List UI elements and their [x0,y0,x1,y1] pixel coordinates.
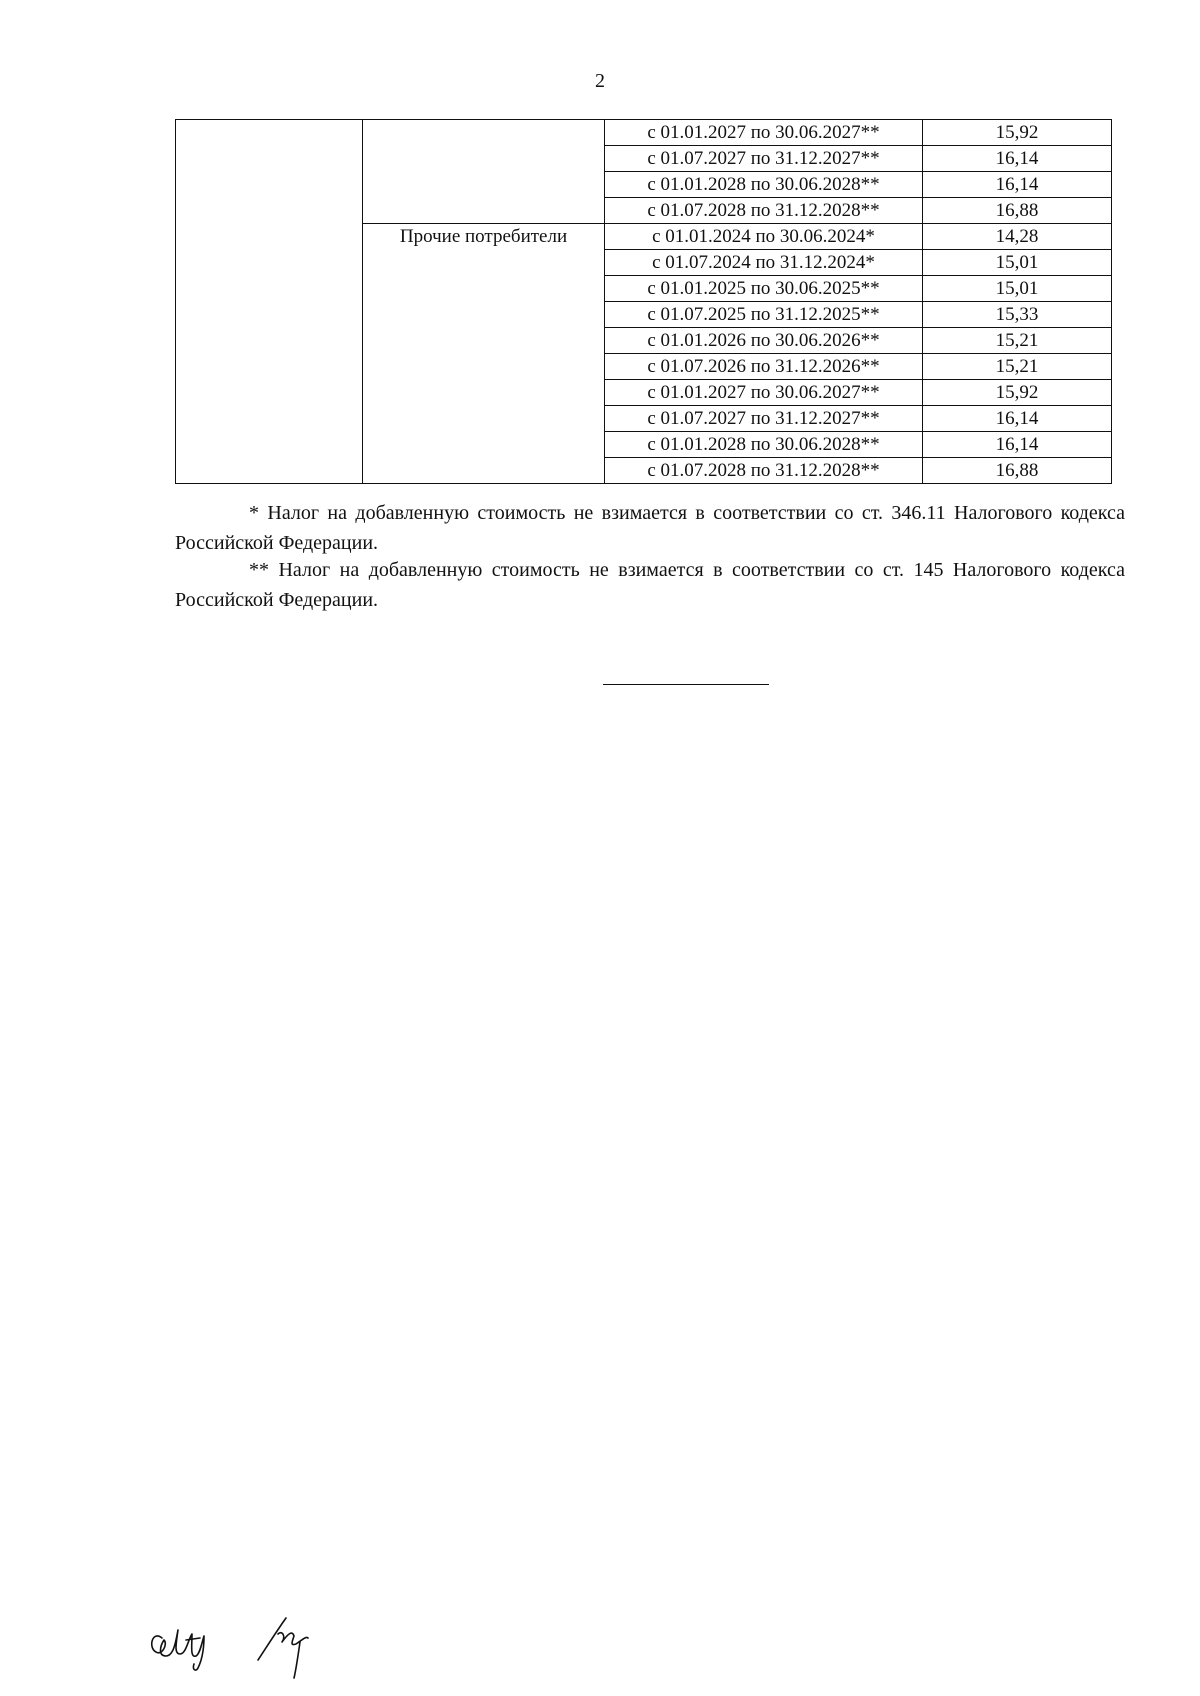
value-cell: 16,14 [923,432,1112,458]
value-cell: 15,01 [923,276,1112,302]
period-cell: с 01.07.2024 по 31.12.2024* [605,250,923,276]
period-cell: с 01.07.2027 по 31.12.2027** [605,146,923,172]
end-separator-line [603,684,769,685]
period-cell: с 01.07.2027 по 31.12.2027** [605,406,923,432]
value-cell: 16,14 [923,406,1112,432]
period-cell: с 01.01.2027 по 30.06.2027** [605,120,923,146]
footnote-text: ** Налог на добавленную стоимость не взимается в соответствии со ст. 145 Налогового кодекса Российской Федерации. [175,559,1125,611]
value-cell: 15,21 [923,328,1112,354]
consumer-group-label: Прочие потребители [399,226,568,247]
period-cell: с 01.01.2024 по 30.06.2024* [605,224,923,250]
value-cell: 16,14 [923,172,1112,198]
table-cell-empty [363,120,605,224]
tariff-table [175,119,1112,484]
period-cell: с 01.07.2028 по 31.12.2028** [605,458,923,484]
value-cell: 16,14 [923,146,1112,172]
footnote-text: * Налог на добавленную стоимость не взимается в соответствии со ст. 346.11 Налогового кодекса Российской Федерации. [175,502,1125,554]
value-cell: 15,92 [923,120,1112,146]
period-cell: с 01.01.2027 по 30.06.2027** [605,380,923,406]
table-cell-empty [176,120,363,484]
footnote-vat-346-11 [175,498,1125,558]
consumer-group-cell [363,224,605,484]
value-cell: 15,33 [923,302,1112,328]
period-cell: с 01.07.2026 по 31.12.2026** [605,354,923,380]
period-cell: с 01.07.2025 по 31.12.2025** [605,302,923,328]
value-cell: 16,88 [923,458,1112,484]
handwritten-initials [140,1600,380,1680]
tariff-table-body [176,120,1112,484]
value-cell: 14,28 [923,224,1112,250]
value-cell: 15,21 [923,354,1112,380]
table-row [176,120,1112,146]
period-cell: с 01.01.2026 по 30.06.2026** [605,328,923,354]
period-cell: с 01.01.2028 по 30.06.2028** [605,432,923,458]
page-number: 2 [595,70,605,92]
period-cell: с 01.07.2028 по 31.12.2028** [605,198,923,224]
value-cell: 15,92 [923,380,1112,406]
period-cell: с 01.01.2028 по 30.06.2028** [605,172,923,198]
value-cell: 15,01 [923,250,1112,276]
period-cell: с 01.01.2025 по 30.06.2025** [605,276,923,302]
footnote-vat-145 [175,555,1125,615]
value-cell: 16,88 [923,198,1112,224]
